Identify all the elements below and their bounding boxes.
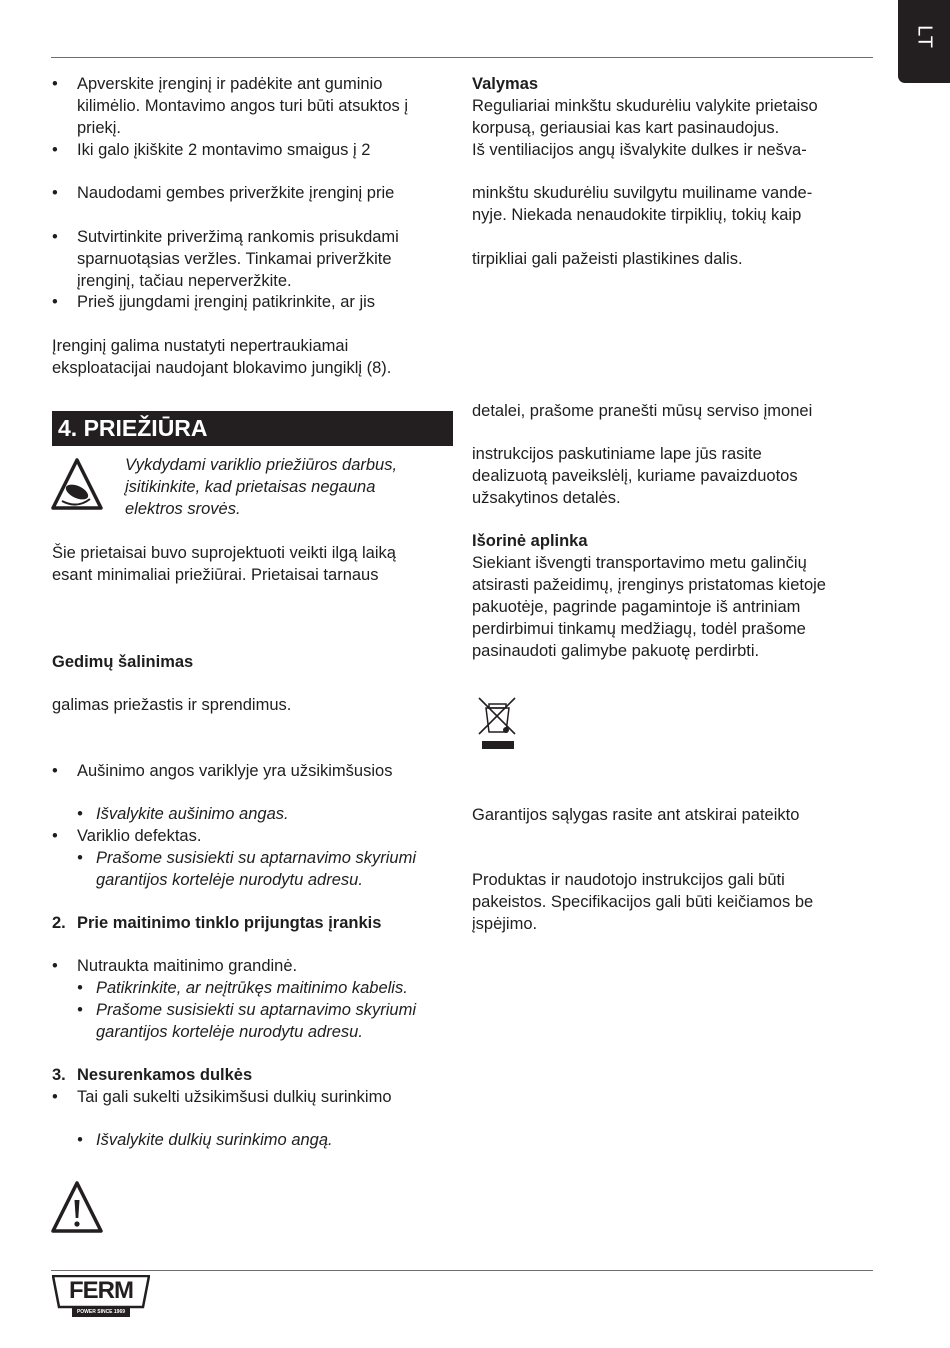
environment-heading: Išorinė aplinka (472, 532, 588, 550)
item-title: Nesurenkamos dulkės (77, 1066, 253, 1084)
paragraph: Garantijos sąlygas rasite ant atskirai pateikto (472, 806, 800, 824)
paragraph: minkštu skudurėliu suvilgytu muiliname vande- (472, 184, 813, 202)
warning-text: įsitikinkite, kad prietaisas negauna (125, 478, 376, 496)
item-number: 2. (52, 914, 66, 932)
paragraph: instrukcijos paskutiniame lape jūs rasite (472, 445, 762, 463)
language-tab (898, 0, 950, 83)
warning-exclamation-icon (50, 1180, 104, 1234)
bullet-icon: • (52, 762, 58, 780)
bottom-rule (51, 1270, 873, 1271)
list-item: Prašome susisiekti su aptarnavimo skyriumi (96, 1001, 417, 1019)
list-item: Apverskite įrenginį ir padėkite ant guminio (77, 75, 383, 93)
bullet-icon: • (52, 141, 58, 159)
paragraph: Įrenginį galima nustatyti nepertraukiamai (52, 337, 349, 355)
list-item: garantijos kortelėje nurodytu adresu. (96, 871, 363, 889)
language-label: LT (913, 24, 936, 49)
bullet-icon: • (52, 293, 58, 311)
list-item: Variklio defektas. (77, 827, 202, 845)
list-item: sparnuotąsias veržles. Tinkamai priveržkite (77, 250, 392, 268)
paragraph: pakeistos. Specifikacijos gali būti keičiamos be (472, 893, 814, 911)
paragraph: Siekiant išvengti transportavimo metu galinčių (472, 554, 807, 572)
bullet-icon: • (77, 849, 83, 867)
list-item: Nutraukta maitinimo grandinė. (77, 957, 298, 975)
bullet-icon: • (52, 228, 58, 246)
paragraph: Šie prietaisai buvo suprojektuoti veikti ilgą laiką (52, 544, 396, 562)
list-item: garantijos kortelėje nurodytu adresu. (96, 1023, 363, 1041)
section-heading: 4. PRIEŽIŪRA (52, 411, 453, 446)
bullet-icon: • (52, 1088, 58, 1106)
bullet-icon: • (52, 827, 58, 845)
paragraph: detalei, prašome pranešti mūsų serviso įmonei (472, 402, 813, 420)
paragraph: Iš ventiliacijos angų išvalykite dulkes ir nešva- (472, 141, 807, 159)
paragraph: tirpikliai gali pažeisti plastikines dalis. (472, 250, 743, 268)
paragraph: įspėjimo. (472, 915, 538, 933)
troubleshoot-heading: Gedimų šalinimas (52, 653, 194, 671)
paragraph: esant minimaliai priežiūrai. Prietaisai tarnaus (52, 566, 379, 584)
paragraph: atsirasti pažeidimų, įrenginys pristatomas kietoje (472, 576, 826, 594)
logo-tagline: POWER SINCE 1969 (76, 1309, 126, 1315)
list-item: Tai gali sukelti užsikimšusi dulkių surinkimo (77, 1088, 392, 1106)
item-title: Prie maitinimo tinklo prijungtas įrankis (77, 914, 382, 932)
paragraph: korpusą, geriausiai kas kart pasinaudojus. (472, 119, 780, 137)
ferm-logo (52, 1275, 150, 1319)
list-item: Prašome susisiekti su aptarnavimo skyriumi (96, 849, 417, 867)
paragraph: užsakytinos detalės. (472, 489, 621, 507)
list-item: Patikrinkite, ar neįtrūkęs maitinimo kabelis. (96, 979, 408, 997)
paragraph: Reguliariai minkštu skudurėliu valykite prietaiso (472, 97, 818, 115)
list-item: priekį. (77, 119, 122, 137)
warning-electric-icon (50, 457, 104, 511)
logo-brand: FERM (69, 1277, 133, 1304)
list-item: Sutvirtinkite priveržimą rankomis prisukdami (77, 228, 399, 246)
warning-text: Vykdydami variklio priežiūros darbus, (125, 456, 398, 474)
paragraph: pakuotėje, pagrinde pagamintoje iš antriniam (472, 598, 801, 616)
paragraph: Produktas ir naudotojo instrukcijos gali būti (472, 871, 785, 889)
item-number: 3. (52, 1066, 66, 1084)
bullet-icon: • (52, 75, 58, 93)
paragraph: pasinaudoti galimybe pakuotę perdirbti. (472, 642, 760, 660)
cleaning-heading: Valymas (472, 75, 539, 93)
paragraph: dealizuotą paveikslėlį, kuriame pavaizduotos (472, 467, 798, 485)
list-item: Iki galo įkiškite 2 montavimo smaigus į 2 (77, 141, 371, 159)
list-item: Išvalykite aušinimo angas. (96, 805, 289, 823)
list-item: Naudodami gembes priveržkite įrenginį prie (77, 184, 395, 202)
bullet-icon: • (52, 957, 58, 975)
list-item: Išvalykite dulkių surinkimo angą. (96, 1131, 333, 1149)
paragraph: nyje. Niekada nenaudokite tirpiklių, tokių kaip (472, 206, 802, 224)
paragraph: eksploatacijai naudojant blokavimo jungiklį (8). (52, 359, 392, 377)
top-rule (51, 57, 873, 58)
warning-text: elektros srovės. (125, 500, 241, 518)
list-item: įrenginį, tačiau neperveržkite. (77, 272, 292, 290)
list-item: kilimėlio. Montavimo angos turi būti atsuktos į (77, 97, 409, 115)
bullet-icon: • (77, 1131, 83, 1149)
paragraph: perdirbimui tinkamų medžiagų, todėl prašome (472, 620, 806, 638)
weee-bin-icon (478, 696, 518, 752)
bullet-icon: • (52, 184, 58, 202)
bullet-icon: • (77, 1001, 83, 1019)
paragraph: galimas priežastis ir sprendimus. (52, 696, 292, 714)
list-item: Prieš įjungdami įrenginį patikrinkite, ar jis (77, 293, 376, 311)
bullet-icon: • (77, 805, 83, 823)
bullet-icon: • (77, 979, 83, 997)
list-item: Aušinimo angos variklyje yra užsikimšusios (77, 762, 393, 780)
